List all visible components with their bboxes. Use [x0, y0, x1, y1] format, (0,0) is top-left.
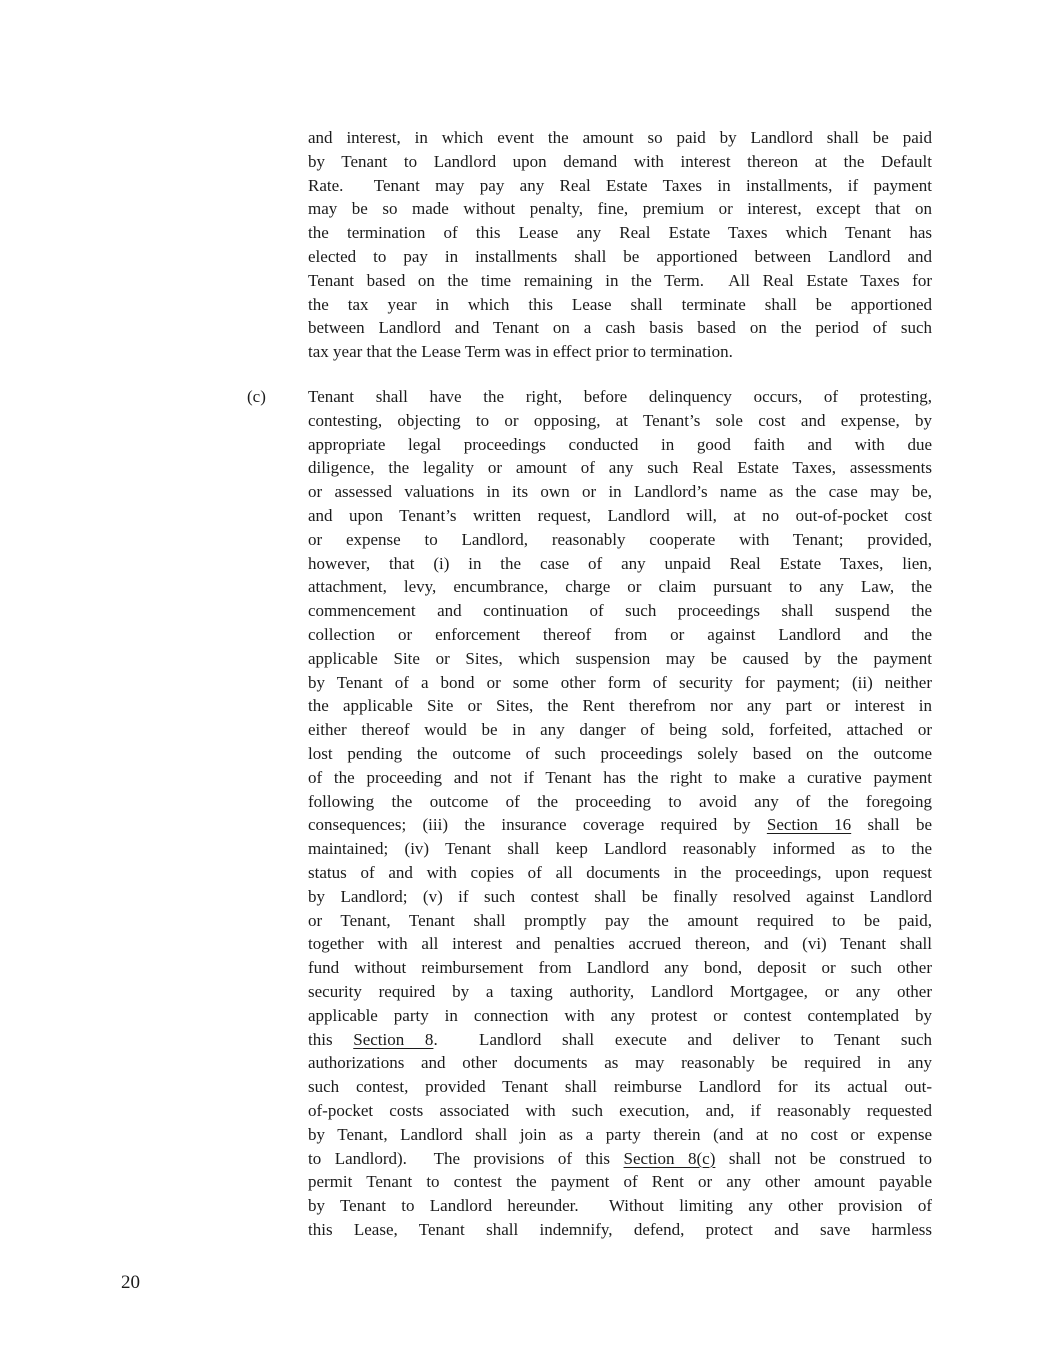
- text-line: [308, 221, 932, 245]
- text-line: [308, 861, 932, 885]
- text-run: or Tenant, Tenant shall promptly pay the amount required to be paid,: [308, 910, 932, 930]
- text-line: [308, 909, 932, 933]
- text-line: [308, 647, 932, 671]
- text-run: applicable party in connection with any protest or contest contemplated by: [308, 1005, 932, 1025]
- text-line: [308, 766, 932, 790]
- text-run: however, that (i) in the case of any unpaid Real Estate Taxes, lien,: [308, 553, 932, 573]
- text-line: [308, 174, 932, 198]
- text-line: [308, 718, 932, 742]
- text-line: [308, 197, 932, 221]
- text-run: to Landlord). The provisions of this: [308, 1148, 624, 1168]
- text-line: [308, 694, 932, 718]
- text-line: [308, 1123, 932, 1147]
- text-line: [308, 599, 932, 623]
- text-line: [308, 504, 932, 528]
- text-line: [308, 1028, 932, 1052]
- text-line: [308, 1051, 932, 1075]
- section-reference: Section 8(c): [623, 1148, 716, 1168]
- text-line: [308, 340, 932, 364]
- text-line: [308, 1170, 932, 1194]
- paragraph-continued: [308, 126, 932, 364]
- text-run: permit Tenant to contest the payment of Rent or any other amount payable: [308, 1172, 932, 1192]
- text-line: [308, 623, 932, 647]
- page-number: 20: [121, 1272, 140, 1293]
- text-run: appropriate legal proceedings conducted in good faith and with due: [308, 434, 932, 454]
- text-run: between Landlord and Tenant on a cash basis based on the period of such: [308, 318, 932, 338]
- text-run: elected to pay in installments shall be apportioned between Landlord and: [308, 246, 932, 266]
- text-run: following the outcome of the proceeding to avoid any of the foregoing: [308, 791, 932, 811]
- text-run: lost pending the outcome of such proceedings solely based on the outcome: [308, 743, 932, 763]
- text-run: diligence, the legality or amount of any such Real Estate Taxes, assessments: [308, 458, 932, 478]
- text-line: [308, 456, 932, 480]
- text-line: [308, 932, 932, 956]
- text-run: together with all interest and penalties accrued thereon, and (vi) Tenant shall: [308, 934, 932, 954]
- text-line: [308, 956, 932, 980]
- text-line: [308, 293, 932, 317]
- text-line: [308, 885, 932, 909]
- text-run: of-pocket costs associated with such execution, and, if reasonably requested: [308, 1100, 932, 1120]
- text-run: by Tenant to Landlord upon demand with interest thereon at the Default: [308, 151, 932, 171]
- text-run: maintained; (iv) Tenant shall keep Landlord reasonably informed as to the: [308, 839, 932, 859]
- text-run: shall be: [851, 815, 932, 835]
- text-run: security required by a taxing authority, Landlord Mortgagee, or any other: [308, 981, 932, 1001]
- text-run: the termination of this Lease any Real Estate Taxes which Tenant has: [308, 223, 932, 243]
- text-line: [308, 150, 932, 174]
- text-run: fund without reimbursement from Landlord any bond, deposit or such other: [308, 958, 932, 978]
- text-run: either thereof would be in any danger of being sold, forfeited, attached or: [308, 720, 932, 740]
- section-reference: Section 16: [766, 815, 852, 835]
- text-line: [308, 1075, 932, 1099]
- text-run: or expense to Landlord, reasonably cooperate with Tenant; provided,: [308, 529, 932, 549]
- text-run: applicable Site or Sites, which suspension may be caused by the payment: [308, 648, 932, 668]
- text-line: [308, 980, 932, 1004]
- text-run: by Landlord; (v) if such contest shall be finally resolved against Landlord: [308, 886, 932, 906]
- text-line: [308, 126, 932, 150]
- text-run: by Tenant, Landlord shall join as a party therein (and at no cost or expense: [308, 1124, 932, 1144]
- text-line: [308, 671, 932, 695]
- text-run: tax year that the Lease Term was in effect prior to termination.: [308, 342, 733, 362]
- text-line: [308, 480, 932, 504]
- text-run: authorizations and other documents as may reasonably be required in any: [308, 1053, 932, 1073]
- text-run: Rate. Tenant may pay any Real Estate Taxes in installments, if payment: [308, 175, 932, 195]
- text-line: [308, 316, 932, 340]
- text-run: collection or enforcement thereof from or against Landlord and the: [308, 624, 932, 644]
- text-run: the tax year in which this Lease shall terminate shall be apportioned: [308, 294, 932, 314]
- text-line: [308, 1218, 932, 1242]
- text-run: Tenant shall have the right, before delinquency occurs, of protesting,: [308, 387, 932, 406]
- paragraph-label: (c): [247, 387, 266, 406]
- text-run: . Landlord shall execute and deliver to Tenant such: [433, 1029, 932, 1049]
- text-run: Tenant based on the time remaining in the Term. All Real Estate Taxes for: [308, 270, 932, 290]
- text-line: [308, 1147, 932, 1171]
- text-run: shall not be construed to: [715, 1148, 932, 1168]
- text-run: by Tenant of a bond or some other form of security for payment; (ii) neither: [308, 672, 932, 692]
- text-run: attachment, levy, encumbrance, charge or claim pursuant to any Law, the: [308, 577, 932, 597]
- section-reference: Section 8: [353, 1029, 434, 1049]
- text-run: may be so made without penalty, fine, premium or interest, except that on: [308, 199, 932, 219]
- text-run: this: [308, 1029, 354, 1049]
- text-line: [308, 385, 932, 409]
- text-line: [308, 742, 932, 766]
- text-line: [308, 1004, 932, 1028]
- text-run: such contest, provided Tenant shall reimburse Landlord for its actual out-: [308, 1077, 932, 1097]
- text-run: by Tenant to Landlord hereunder. Without limiting any other provision of: [308, 1196, 932, 1216]
- text-run: status of and with copies of all documents in the proceedings, upon request: [308, 862, 932, 882]
- text-run: or assessed valuations in its own or in Landlord’s name as the case may be,: [308, 482, 932, 502]
- text-run: of the proceeding and not if Tenant has the right to make a curative payment: [308, 767, 932, 787]
- text-line: [308, 433, 932, 457]
- text-run: consequences; (iii) the insurance coverage required by: [308, 815, 767, 835]
- text-run: this Lease, Tenant shall indemnify, defend, protect and save harmless: [308, 1219, 932, 1239]
- text-line: [308, 837, 932, 861]
- text-line: [308, 528, 932, 552]
- text-line: [308, 245, 932, 269]
- text-run: and interest, in which event the amount so paid by Landlord shall be paid: [308, 128, 932, 147]
- text-run: commencement and continuation of such proceedings shall suspend the: [308, 601, 932, 621]
- text-line: [308, 269, 932, 293]
- paragraph-c: [247, 385, 932, 1242]
- text-line: [308, 409, 932, 433]
- text-run: contesting, objecting to or opposing, at Tenant’s sole cost and expense, by: [308, 410, 932, 430]
- text-line: [308, 813, 932, 837]
- text-line: [308, 1099, 932, 1123]
- text-line: [308, 575, 932, 599]
- text-line: [308, 552, 932, 576]
- text-run: and upon Tenant’s written request, Landlord will, at no out-of-pocket cost: [308, 505, 932, 525]
- text-line: [308, 790, 932, 814]
- text-line: [308, 1194, 932, 1218]
- text-run: the applicable Site or Sites, the Rent therefrom nor any part or interest in: [308, 696, 932, 716]
